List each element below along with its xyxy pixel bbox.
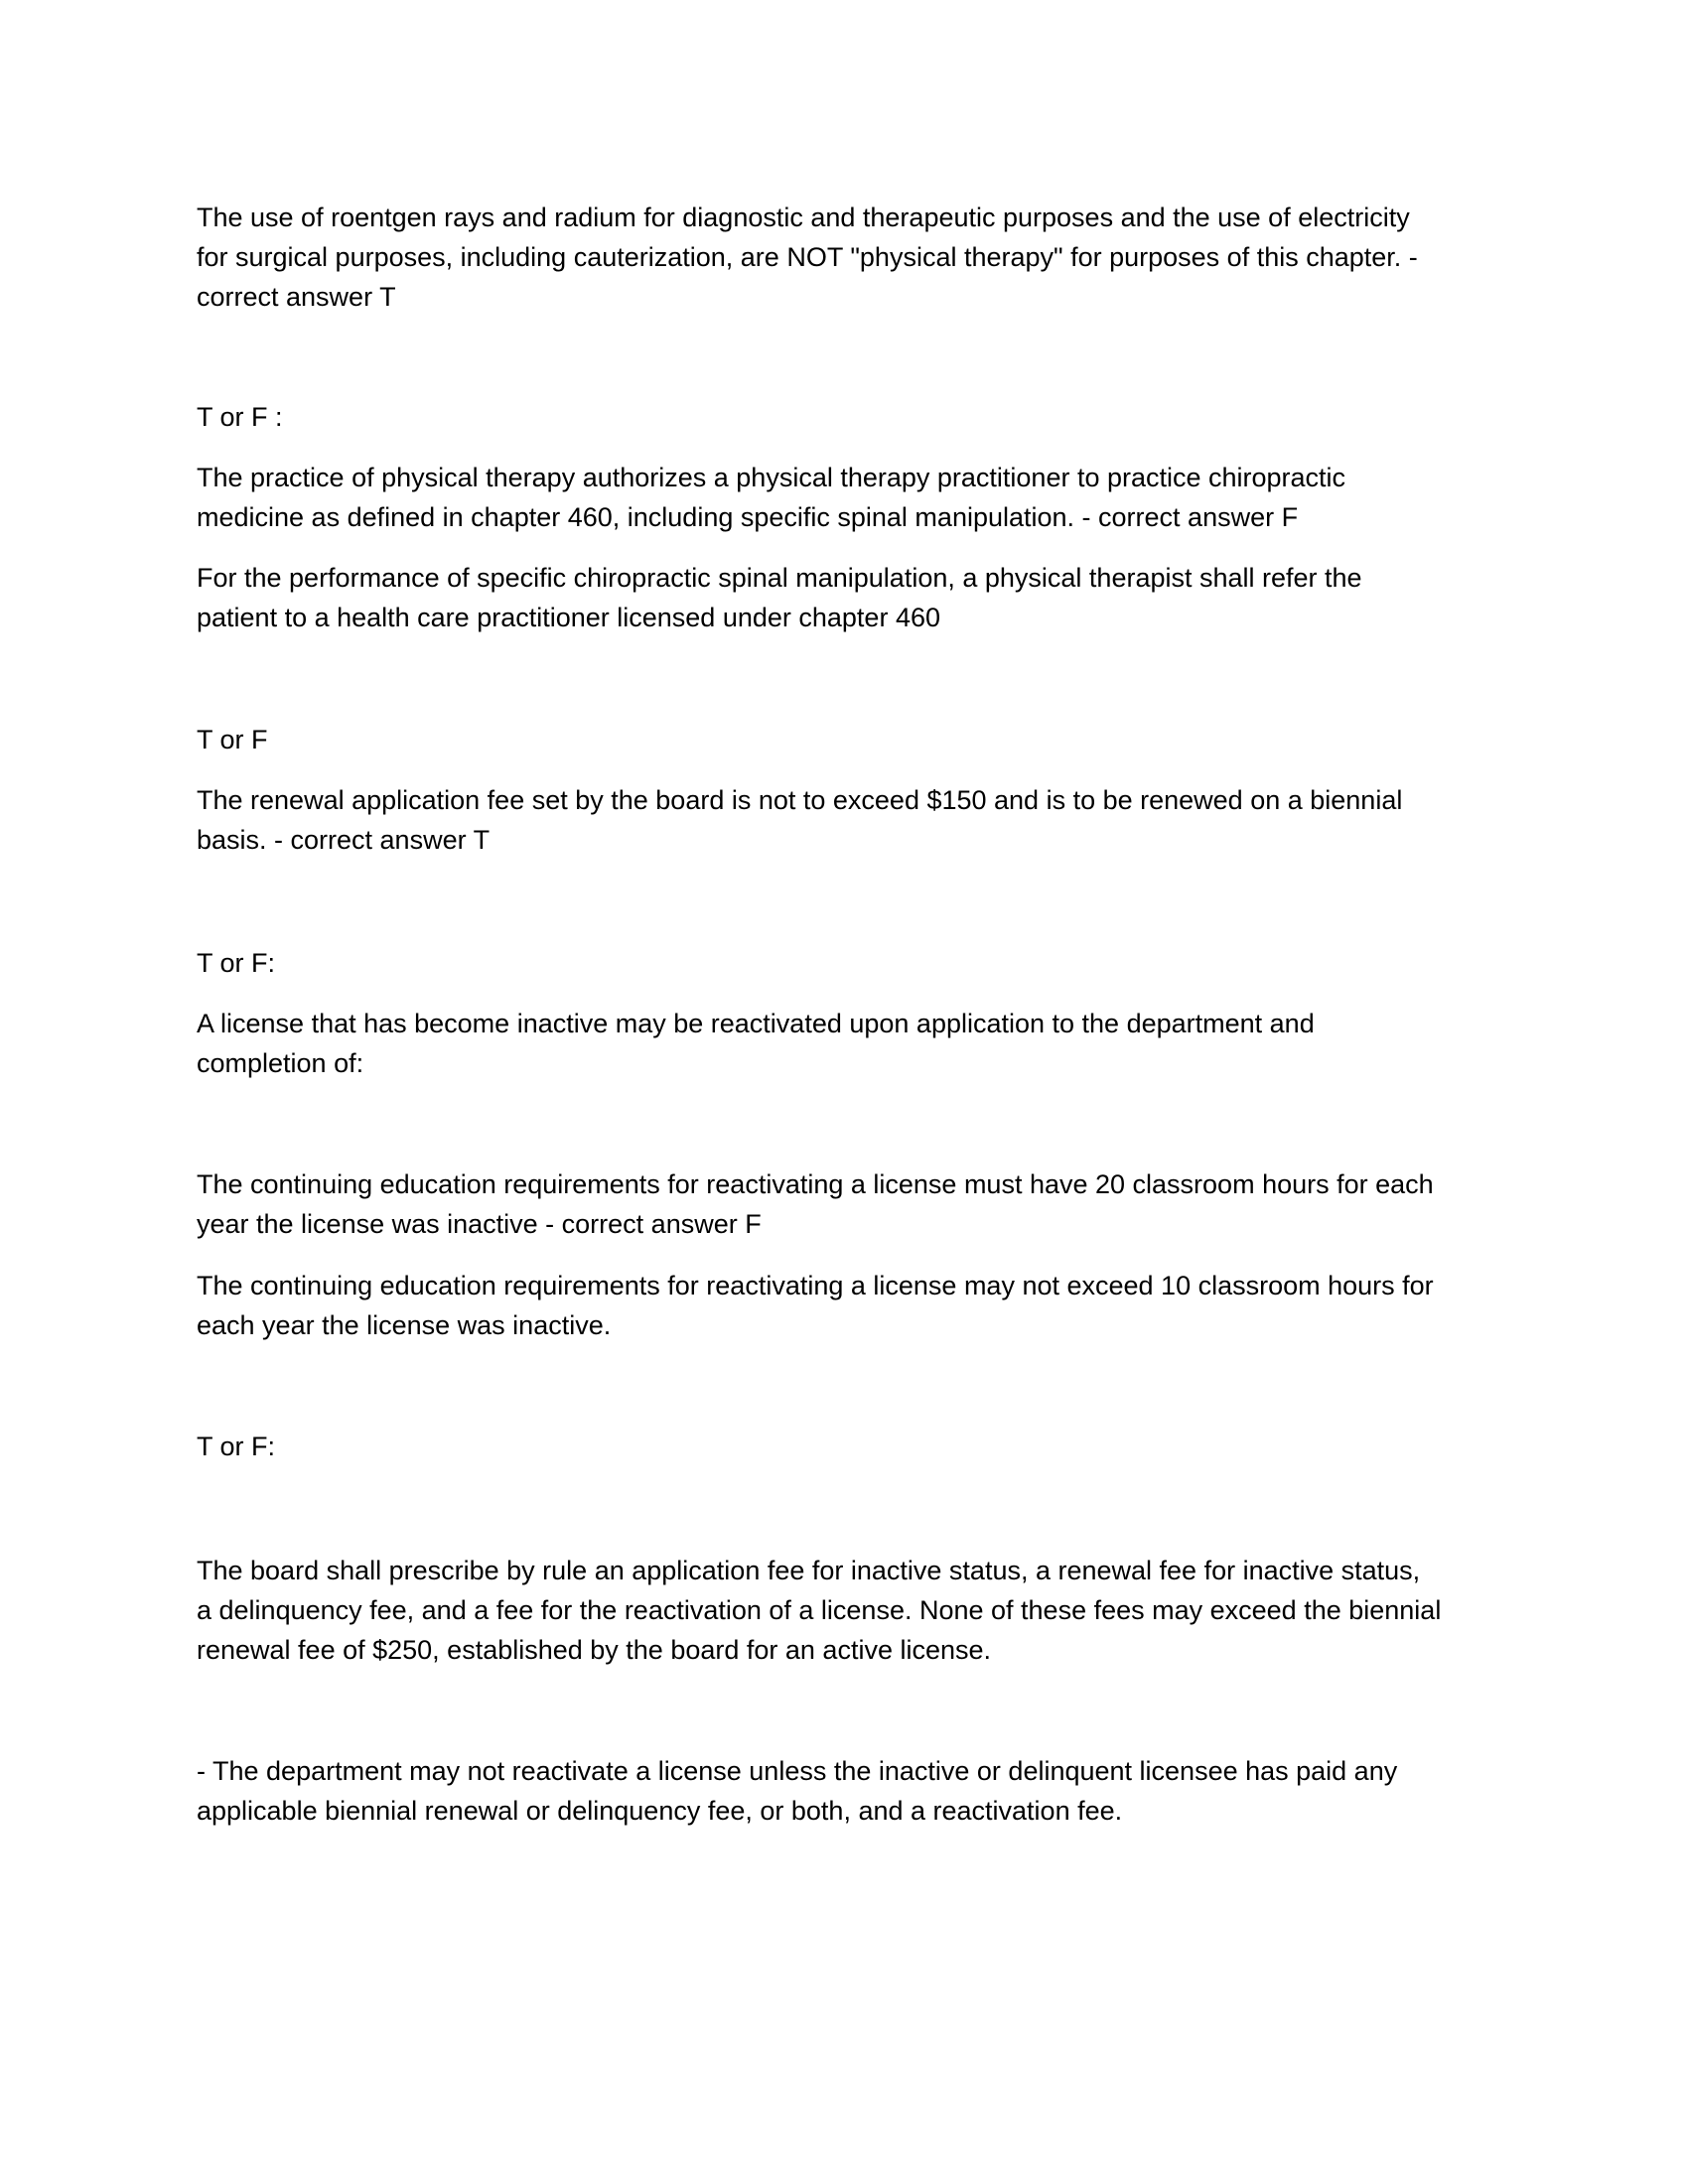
text-line: The renewal application fee set by the board is not to exceed $150 and is to be renewed on a biennial [197,785,1403,815]
text-line: The continuing education requirements for reactivating a license must have 20 classroom hours for each [197,1169,1434,1199]
text-line: patient to a health care practitioner licensed under chapter 460 [197,603,940,632]
text-line: T or F : [197,402,283,432]
text-line: The board shall prescribe by rule an application fee for inactive status, a renewal fee for inactive status, [197,1556,1421,1585]
paragraph-renewal-fee [197,780,1497,860]
question-label-t-or-f [197,943,1497,983]
question-label-t-or-f [197,397,1497,437]
paragraph-spinal-manipulation-referral [197,558,1497,637]
text-line: year the license was inactive - correct answer F [197,1209,762,1239]
paragraph-roentgen-rays [197,198,1497,317]
question-label-t-or-f [197,720,1497,759]
text-line: each year the license was inactive. [197,1310,612,1340]
text-line: T or F [197,725,268,754]
text-line: The use of roentgen rays and radium for diagnostic and therapeutic purposes and the use of electricity [197,203,1410,232]
text-line: correct answer T [197,282,396,312]
text-line: medicine as defined in chapter 460, including specific spinal manipulation. - correct answer F [197,502,1299,532]
paragraph-chiropractic-practice [197,458,1497,537]
paragraph-ce-requirements-10-hours [197,1266,1497,1345]
paragraph-license-reactivation [197,1004,1497,1083]
text-line: a delinquency fee, and a fee for the reactivation of a license. None of these fees may exceed the biennial [197,1595,1442,1625]
text-line: T or F: [197,1432,276,1461]
question-label-t-or-f [197,1427,1497,1466]
paragraph-board-fees [197,1551,1497,1670]
text-line: The practice of physical therapy authorizes a physical therapy practitioner to practice chiropractic [197,463,1346,492]
text-line: renewal fee of $250, established by the board for an active license. [197,1635,992,1665]
text-line: The continuing education requirements for reactivating a license may not exceed 10 classroom hours for [197,1271,1434,1300]
text-line: basis. - correct answer T [197,825,491,855]
text-line: - The department may not reactivate a license unless the inactive or delinquent licensee has paid any [197,1756,1398,1786]
text-line: for surgical purposes, including cauterization, are NOT "physical therapy" for purposes of this chapter. - [197,242,1418,272]
paragraph-department-reactivation [197,1751,1497,1831]
text-line: completion of: [197,1048,364,1078]
text-line: A license that has become inactive may be reactivated upon application to the department and [197,1009,1315,1038]
text-line: For the performance of specific chiropractic spinal manipulation, a physical therapist shall refer the [197,563,1362,593]
text-line: applicable biennial renewal or delinquency fee, or both, and a reactivation fee. [197,1796,1123,1826]
text-line: T or F: [197,948,276,978]
paragraph-ce-requirements-20-hours [197,1164,1497,1244]
